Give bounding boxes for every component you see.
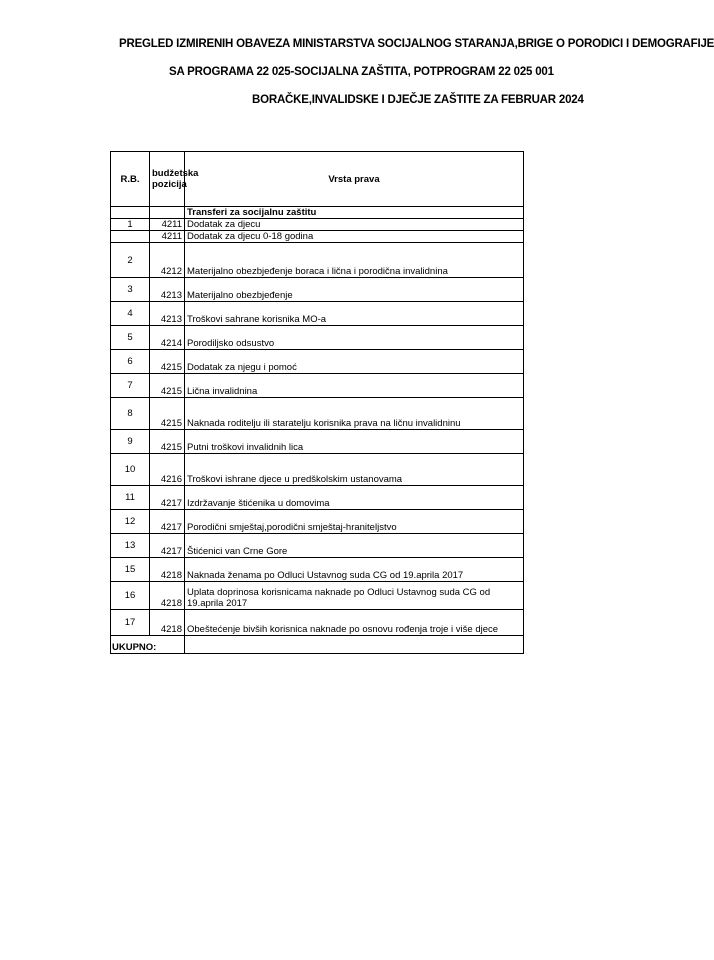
budget-position: 4218 <box>150 610 185 636</box>
type-of-right: Lična invalidnina <box>185 374 524 398</box>
budget-position: 4213 <box>150 278 185 302</box>
budget-position: 4217 <box>150 486 185 510</box>
row-number: 11 <box>111 486 150 510</box>
type-of-right: Uplata doprinosa korisnicama naknade po Odluci Ustavnog suda CG od 19.aprila 2017 <box>185 582 524 610</box>
type-of-right: Troškovi ishrane djece u predškolskim ustanovama <box>185 454 524 486</box>
type-of-right: Štićenici van Crne Gore <box>185 534 524 558</box>
row-number: 4 <box>111 302 150 326</box>
section-rb-cell <box>111 207 150 219</box>
type-of-right: Porodiljsko odsustvo <box>185 326 524 350</box>
table-row <box>111 243 524 278</box>
budget-position: 4211 <box>150 219 185 231</box>
table-row <box>111 610 524 636</box>
table-body <box>111 219 524 636</box>
row-number <box>111 231 150 243</box>
row-number: 3 <box>111 278 150 302</box>
section-label: Transferi za socijalnu zaštitu <box>185 207 524 219</box>
row-number: 1 <box>111 219 150 231</box>
row-number: 17 <box>111 610 150 636</box>
row-number: 9 <box>111 430 150 454</box>
row-number: 7 <box>111 374 150 398</box>
type-of-right: Dodatak za djecu <box>185 219 524 231</box>
table-row <box>111 231 524 243</box>
type-of-right: Materijalno obezbjeđenje boraca i lična i porodična invalidnina <box>185 243 524 278</box>
row-number: 2 <box>111 243 150 278</box>
budget-position: 4218 <box>150 558 185 582</box>
type-of-right: Troškovi sahrane korisnika MO-a <box>185 302 524 326</box>
total-label: UKUPNO: <box>111 636 185 654</box>
row-number: 12 <box>111 510 150 534</box>
section-row <box>111 207 524 219</box>
budget-position: 4212 <box>150 243 185 278</box>
budget-position: 4217 <box>150 534 185 558</box>
total-value-cell <box>185 636 524 654</box>
table-row <box>111 582 524 610</box>
table-row <box>111 558 524 582</box>
budget-position: 4215 <box>150 398 185 430</box>
table-row <box>111 350 524 374</box>
section-code-cell <box>150 207 185 219</box>
table-row <box>111 374 524 398</box>
budget-position: 4216 <box>150 454 185 486</box>
row-number: 5 <box>111 326 150 350</box>
type-of-right: Naknada ženama po Odluci Ustavnog suda CG od 19.aprila 2017 <box>185 558 524 582</box>
type-of-right: Materijalno obezbjeđenje <box>185 278 524 302</box>
header-budget-position: budžetska pozicija <box>150 152 185 207</box>
header-type-of-right: Vrsta prava <box>185 152 524 207</box>
row-number: 8 <box>111 398 150 430</box>
type-of-right: Naknada roditelju ili staratelju korisnika prava na ličnu invalidninu <box>185 398 524 430</box>
row-number: 15 <box>111 558 150 582</box>
row-number: 13 <box>111 534 150 558</box>
budget-position: 4215 <box>150 374 185 398</box>
table-row <box>111 430 524 454</box>
table-header-row <box>111 152 524 207</box>
table-row <box>111 534 524 558</box>
table-row <box>111 326 524 350</box>
budget-position: 4215 <box>150 430 185 454</box>
type-of-right: Porodični smještaj,porodični smještaj-hraniteljstvo <box>185 510 524 534</box>
budget-position: 4215 <box>150 350 185 374</box>
budget-position: 4218 <box>150 582 185 610</box>
table-row <box>111 398 524 430</box>
table-row <box>111 219 524 231</box>
obligations-table <box>110 151 524 654</box>
table-row <box>111 302 524 326</box>
budget-position: 4217 <box>150 510 185 534</box>
table-row <box>111 454 524 486</box>
type-of-right: Obeštećenje bivših korisnica naknade po osnovu rođenja troje i više djece <box>185 610 524 636</box>
budget-position: 4214 <box>150 326 185 350</box>
row-number: 6 <box>111 350 150 374</box>
budget-position: 4213 <box>150 302 185 326</box>
type-of-right: Izdržavanje štićenika u domovima <box>185 486 524 510</box>
row-number: 16 <box>111 582 150 610</box>
document-title-line-1: PREGLED IZMIRENIH OBAVEZA MINISTARSTVA SOCIJALNOG STARANJA,BRIGE O PORODICI I DEMOGRAFIJE <box>119 38 714 50</box>
type-of-right: Dodatak za njegu i pomoć <box>185 350 524 374</box>
header-rb: R.B. <box>111 152 150 207</box>
table-row <box>111 486 524 510</box>
table-row <box>111 278 524 302</box>
document-title-line-2: SA PROGRAMA 22 025-SOCIJALNA ZAŠTITA, POTPROGRAM 22 025 001 <box>169 66 554 78</box>
budget-position: 4211 <box>150 231 185 243</box>
type-of-right: Putni troškovi invalidnih lica <box>185 430 524 454</box>
document-title-line-3: BORAČKE,INVALIDSKE I DJEČJE ZAŠTITE ZA FEBRUAR 2024 <box>252 94 584 106</box>
row-number: 10 <box>111 454 150 486</box>
type-of-right: Dodatak za djecu 0-18 godina <box>185 231 524 243</box>
table-row <box>111 510 524 534</box>
total-row <box>111 636 524 654</box>
